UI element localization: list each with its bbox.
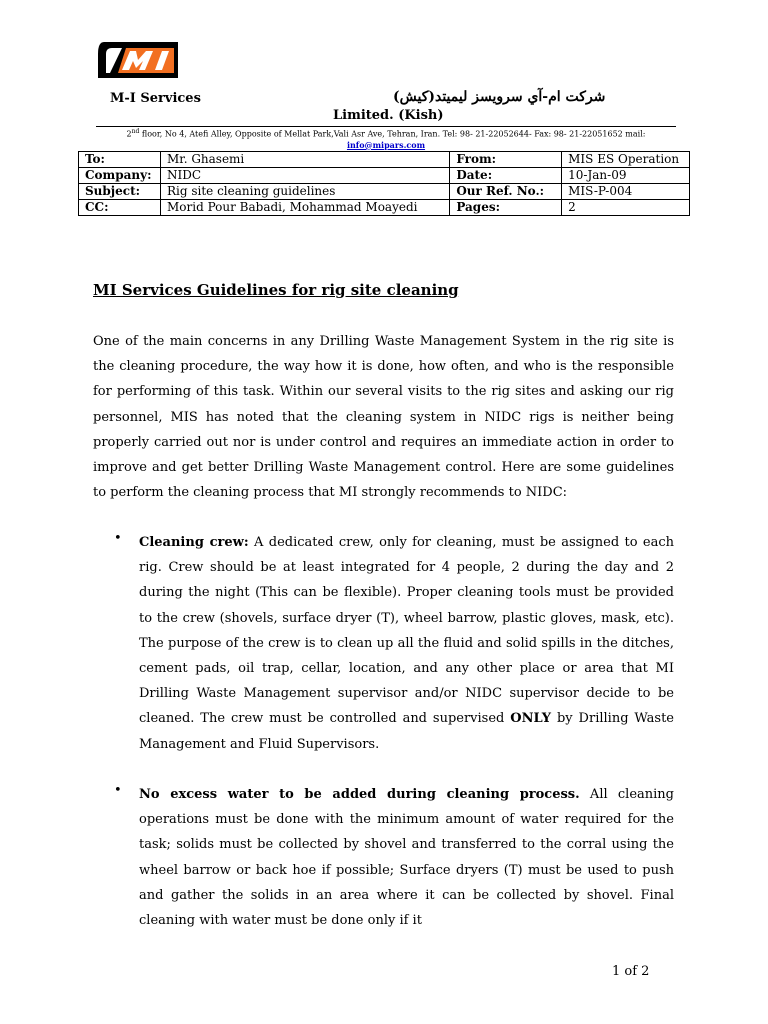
page-number: 1 of 2 xyxy=(612,964,650,979)
memo-value: Mr. Ghasemi xyxy=(160,152,449,168)
memo-value: Rig site cleaning guidelines xyxy=(160,184,449,200)
memo-header-table xyxy=(78,151,690,216)
bullet-no-excess-water: No excess water to be added during cleaning process. All cleaning operations must be done with the minimum amount of water required for the task; solids must be collected by shovel and transferred to the corral using the wheel barrow or back hoe if possible; Surface dryers (T) must be used to push and gather the solids in an area where it can be collected by shovel. Final cleaning with water must be done only if it xyxy=(139,787,674,929)
memo-row xyxy=(79,152,690,168)
memo-row xyxy=(79,168,690,184)
bullet-cleaning-crew: Cleaning crew: A dedicated crew, only for cleaning, must be assigned to each rig. Crew should be at least integrated for 4 people, 2 during the day and 2 during the night (This can be flexible). Proper cleaning tools must be provided to the crew (shovels, surface dryer (T), wheel barrow, plastic gloves, mask, etc). The purpose of the crew is to clean up all the fluid and solid spills in the ditches, cement pads, oil trap, cellar, location, and any other place or area that MI Drilling Waste Management supervisor and/or NIDC supervisor decide to be cleaned. The crew must be controlled and supervised ONLY by Drilling Waste Management and Fluid Supervisors. xyxy=(139,535,674,752)
company-name-en: M-I Services xyxy=(110,91,201,106)
memo-label: Our Ref. No.: xyxy=(450,184,562,200)
memo-value: 10-Jan-09 xyxy=(562,168,690,184)
memo-value: 2 xyxy=(562,200,690,216)
memo-label: Subject: xyxy=(79,184,161,200)
document-title: MI Services Guidelines for rig site cleaning xyxy=(93,281,459,299)
memo-label: CC: xyxy=(79,200,161,216)
company-name-sub: Limited. (Kish) xyxy=(333,108,444,123)
bullet-marker: • xyxy=(114,783,122,798)
memo-row xyxy=(79,184,690,200)
memo-value: Morid Pour Babadi, Mohammad Moayedi xyxy=(160,200,449,216)
mi-logo xyxy=(96,40,180,80)
memo-label: Date: xyxy=(450,168,562,184)
memo-label: Pages: xyxy=(450,200,562,216)
bullet-marker: • xyxy=(114,531,122,546)
memo-value: NIDC xyxy=(160,168,449,184)
memo-label: Company: xyxy=(79,168,161,184)
memo-value: MIS-P-004 xyxy=(562,184,690,200)
company-address: 2nd floor, No 4, Atefi Alley, Opposite of Mellat Park,Vali Asr Ave, Tehran, Iran. Tel: 98- 21-22052644- Fax: 98- 21-22051652 mail: info@mipars.com xyxy=(126,128,646,150)
memo-label: From: xyxy=(450,152,562,168)
company-name-fa: شرکت ام-آي سرويسز ليميتد(کيش) xyxy=(393,89,606,105)
memo-value: MIS ES Operation xyxy=(562,152,690,168)
memo-row xyxy=(79,200,690,216)
memo-label: To: xyxy=(79,152,161,168)
email-link[interactable]: info@mipars.com xyxy=(346,139,426,150)
intro-paragraph: One of the main concerns in any Drilling Waste Management System in the rig site is the cleaning procedure, the way how it is done, how often, and who is the responsible for performing of this task. Within our several visits to the rig sites and asking our rig personnel, MIS has noted that the cleaning system in NIDC rigs is neither being properly carried out nor is under control and requires an immediate action in order to improve and get better Drilling Waste Management control. Here are some guidelines to perform the cleaning process that MI strongly recommends to NIDC: xyxy=(93,334,674,501)
